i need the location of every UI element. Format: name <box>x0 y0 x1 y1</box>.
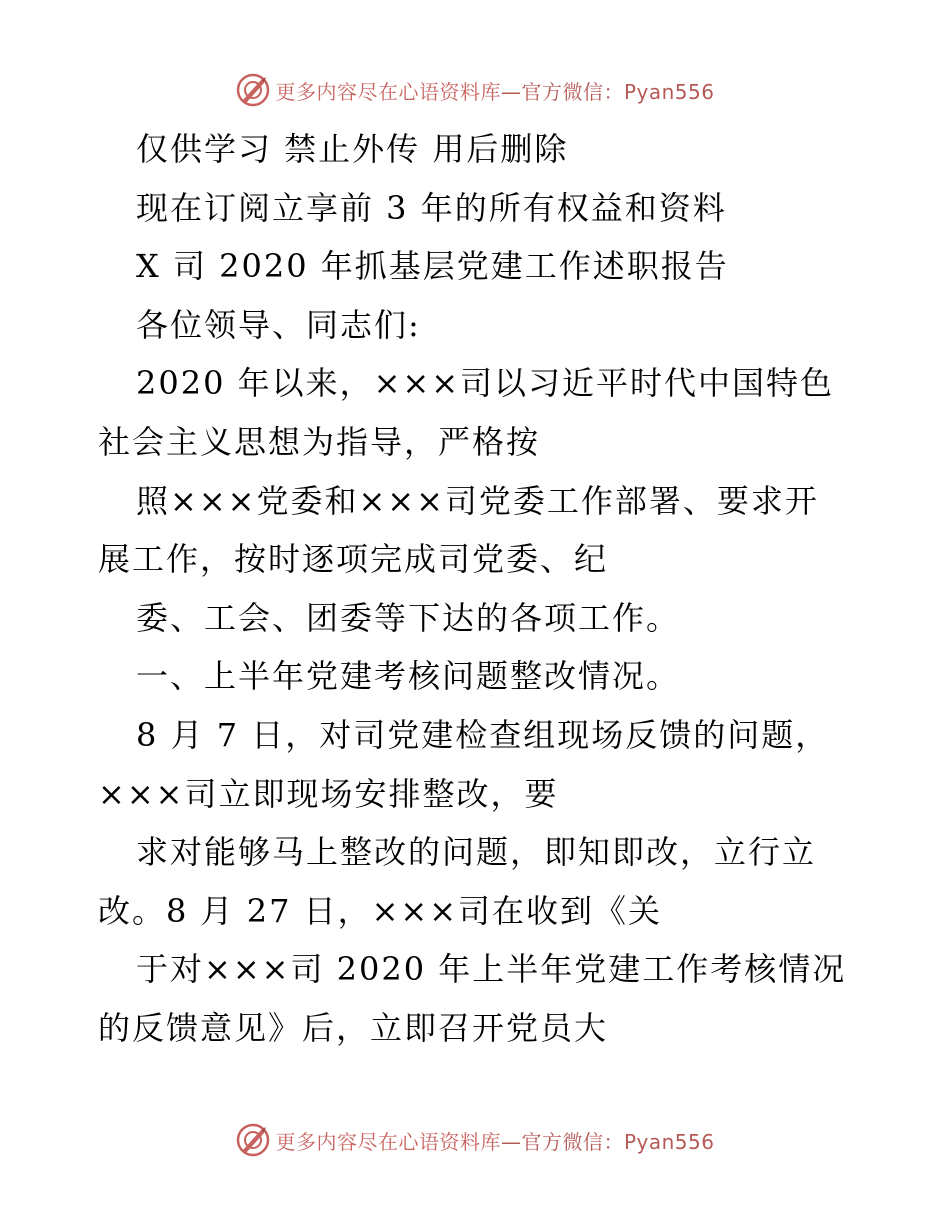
watermark-text <box>275 1126 714 1155</box>
text-line: 于对×××司 2020 年上半年党建工作考核情况 <box>136 950 847 989</box>
watermark-wechat: 官方微信：Pyan556 <box>521 79 715 104</box>
watermark-separator: — <box>500 1129 522 1154</box>
text-line: 各位领导、同志们: <box>136 305 421 344</box>
text-line: 求对能够马上整改的问题，即知即改，立行立 <box>136 833 817 872</box>
text-line: 社会主义思想为指导，严格按 <box>98 422 541 461</box>
text-line: 8 月 7 日，对司党建检查组现场反馈的问题， <box>136 715 830 754</box>
watermark-banner-top <box>0 68 950 112</box>
brand-logo-icon <box>235 1122 271 1158</box>
text-line: 的反馈意见》后，立即召开党员大 <box>98 1008 609 1047</box>
brand-logo-icon <box>235 72 271 108</box>
watermark-text <box>275 76 714 105</box>
text-line: ×××司立即现场安排整改，要 <box>98 774 559 813</box>
text-line: 改。8 月 27 日，×××司在收到《关 <box>98 891 663 930</box>
text-line: X 司 2020 年抓基层党建工作述职报告 <box>136 247 729 286</box>
text-line: 照×××党委和×××司党委工作部署、要求开 <box>136 481 819 520</box>
text-line: 展工作，按时逐项完成司党委、纪 <box>98 540 609 579</box>
watermark-separator: — <box>500 79 522 104</box>
text-line: 现在订阅立享前 3 年的所有权益和资料 <box>136 188 727 227</box>
watermark-brand: 更多内容尽在心语资料库 <box>275 79 501 104</box>
text-line: 一、上半年党建考核问题整改情况。 <box>136 657 681 696</box>
text-line: 委、工会、团委等下达的各项工作。 <box>136 598 681 637</box>
document-body <box>98 120 858 1058</box>
text-line: 2020 年以来，×××司以习近平时代中国特色 <box>136 364 835 403</box>
watermark-wechat: 官方微信：Pyan556 <box>521 1129 715 1154</box>
text-line: 仅供学习 禁止外传 用后删除 <box>136 130 569 168</box>
watermark-banner-bottom <box>0 1118 950 1162</box>
watermark-brand: 更多内容尽在心语资料库 <box>275 1129 501 1154</box>
